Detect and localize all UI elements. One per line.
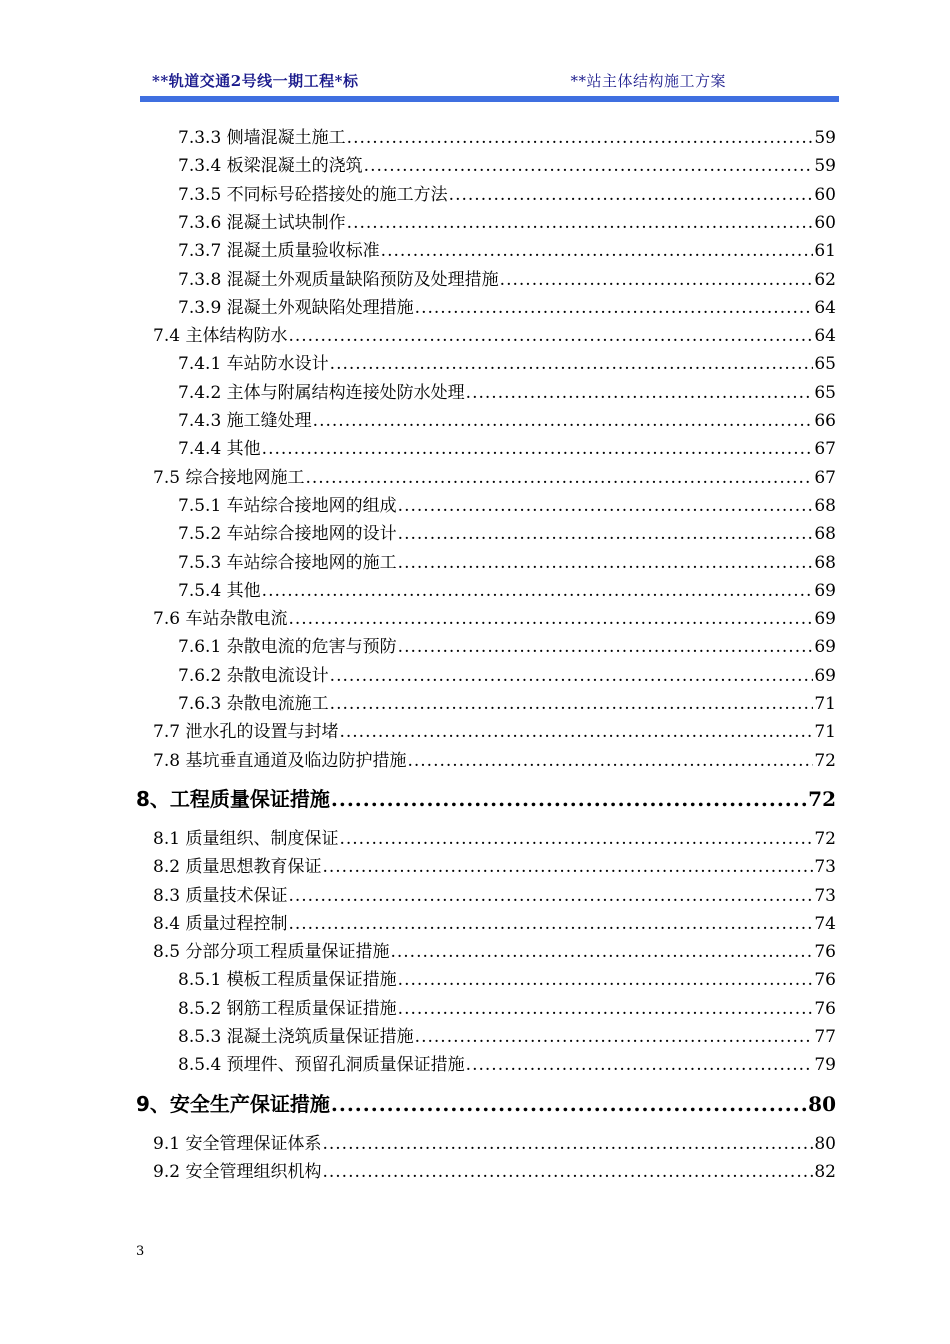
toc-entry-label: 7.5.4 其他 [178, 580, 261, 601]
header-project-title: **轨道交通2号线一期工程*标 [152, 72, 359, 90]
toc-entry-label: 7.8 基坑垂直通道及临边防护措施 [153, 750, 407, 771]
toc-entry-page: 69 [814, 665, 836, 686]
toc-entry-page: 82 [814, 1161, 836, 1182]
page-header [140, 70, 840, 92]
toc-entry-label: 7.6.1 杂散电流的危害与预防 [178, 637, 397, 658]
toc-entry-page: 66 [814, 411, 836, 431]
toc-entry-label: 8.1 质量组织、制度保证 [153, 828, 339, 849]
toc-entry-page: 62 [814, 269, 836, 290]
toc-entry[interactable] [178, 297, 836, 319]
toc-entry-label: 7.5 综合接地网施工 [153, 467, 305, 488]
toc-entry-page: 80 [808, 1091, 836, 1116]
toc-dot-leader [339, 828, 813, 850]
toc-entry[interactable] [178, 636, 836, 658]
toc-entry[interactable] [178, 580, 836, 602]
toc-entry-page: 72 [808, 786, 836, 811]
toc-entry-label: 7.6 车站杂散电流 [153, 609, 288, 630]
toc-entry[interactable] [153, 885, 836, 907]
header-rule [140, 96, 839, 102]
toc-dot-leader [330, 693, 814, 715]
toc-entry[interactable] [153, 750, 836, 772]
toc-entry-label: 7.5.1 车站综合接地网的组成 [178, 495, 397, 516]
toc-entry-label: 7.4.3 施工缝处理 [178, 411, 312, 431]
toc-entry-page: 68 [814, 495, 836, 516]
toc-entry[interactable] [178, 155, 836, 177]
toc-entry-label: 9、安全生产保证措施 [136, 1091, 330, 1116]
toc-entry[interactable] [153, 1161, 836, 1183]
header-document-title: **站主体结构施工方案 [570, 72, 726, 90]
toc-entry-label: 7.6.2 杂散电流设计 [178, 665, 329, 686]
toc-entry-page: 68 [814, 552, 836, 573]
toc-dot-leader [330, 353, 814, 375]
toc-dot-leader [398, 552, 814, 574]
toc-entry-label: 8.4 质量过程控制 [153, 913, 288, 934]
toc-dot-leader [398, 998, 814, 1020]
toc-entry-label: 7.4.2 主体与附属结构连接处防水处理 [178, 382, 465, 403]
toc-entry[interactable] [178, 552, 836, 574]
toc-entry-label: 8.5.2 钢筋工程质量保证措施 [178, 998, 397, 1019]
toc-dot-leader [398, 969, 814, 991]
toc-entry-label: 7.3.4 板梁混凝土的浇筑 [178, 156, 363, 177]
toc-dot-leader [305, 467, 813, 489]
toc-entry-page: 71 [814, 722, 836, 743]
toc-dot-leader [500, 269, 814, 291]
toc-dot-leader [262, 580, 814, 602]
toc-entry-page: 59 [814, 156, 836, 177]
toc-entry[interactable] [136, 1091, 836, 1117]
toc-entry[interactable] [178, 269, 836, 291]
toc-dot-leader [322, 856, 813, 878]
toc-entry-label: 8、工程质量保证措施 [136, 786, 330, 811]
toc-entry[interactable] [153, 1133, 836, 1155]
toc-entry-page: 61 [814, 241, 836, 262]
toc-entry-page: 76 [814, 998, 836, 1019]
toc-entry-page: 67 [814, 467, 836, 488]
toc-dot-leader [347, 212, 814, 234]
toc-dot-leader [398, 495, 814, 517]
toc-entry-page: 77 [814, 1027, 836, 1047]
toc-dot-leader [330, 665, 814, 687]
toc-dot-leader [415, 297, 814, 319]
toc-entry[interactable] [178, 184, 836, 206]
toc-entry-page: 69 [814, 637, 836, 658]
toc-dot-leader [288, 913, 813, 935]
toc-dot-leader [262, 438, 814, 460]
toc-entry-label: 7.7 泄水孔的设置与封堵 [153, 722, 339, 743]
page-number: 3 [136, 1244, 145, 1259]
toc-entry-page: 64 [814, 297, 836, 318]
toc-dot-leader [390, 941, 813, 963]
toc-entry-label: 9.2 安全管理组织机构 [153, 1161, 322, 1182]
toc-entry-label: 7.5.2 车站综合接地网的设计 [178, 524, 397, 545]
toc-entry[interactable] [153, 325, 836, 347]
toc-entry-page: 76 [814, 942, 836, 963]
toc-entry-page: 68 [814, 524, 836, 545]
toc-entry-page: 64 [814, 326, 836, 347]
toc-entry-label: 7.3.7 混凝土质量验收标准 [178, 241, 380, 262]
toc-entry[interactable] [178, 495, 836, 517]
toc-entry-page: 73 [814, 857, 836, 878]
toc-dot-leader [364, 155, 814, 177]
toc-entry-page: 79 [814, 1055, 836, 1076]
toc-entry[interactable] [178, 353, 836, 375]
toc-entry[interactable] [178, 1054, 836, 1076]
toc-entry-label: 8.5.3 混凝土浇筑质量保证措施 [178, 1027, 414, 1047]
toc-entry-label: 7.3.8 混凝土外观质量缺陷预防及处理措施 [178, 269, 499, 290]
toc-entry-label: 7.5.3 车站综合接地网的施工 [178, 552, 397, 573]
toc-dot-leader [407, 750, 813, 772]
toc-entry-label: 7.6.3 杂散电流施工 [178, 694, 329, 714]
toc-entry[interactable] [153, 467, 836, 489]
toc-entry-page: 65 [814, 354, 836, 375]
toc-entry-page: 67 [814, 439, 836, 460]
toc-dot-leader [331, 1091, 807, 1117]
toc-entry[interactable] [178, 693, 836, 715]
toc-dot-leader [347, 127, 814, 149]
toc-entry[interactable] [178, 969, 836, 991]
toc-dot-leader [466, 1054, 814, 1076]
toc-entry-page: 76 [814, 970, 836, 991]
toc-entry[interactable] [178, 240, 836, 262]
toc-dot-leader [288, 608, 813, 630]
toc-entry-label: 7.3.6 混凝土试块制作 [178, 212, 346, 233]
toc-entry-label: 8.2 质量思想教育保证 [153, 857, 322, 878]
toc-entry-page: 71 [814, 694, 836, 714]
toc-entry-page: 72 [814, 750, 836, 771]
toc-entry-label: 8.5.4 预埋件、预留孔洞质量保证措施 [178, 1055, 465, 1076]
toc-entry[interactable] [178, 998, 836, 1020]
toc-entry-label: 8.5.1 模板工程质量保证措施 [178, 970, 397, 991]
toc-entry-label: 7.3.5 不同标号砼搭接处的施工方法 [178, 184, 448, 205]
toc-dot-leader [288, 885, 813, 907]
toc-dot-leader [466, 382, 814, 404]
toc-entry[interactable] [153, 608, 836, 630]
toc-entry-page: 73 [814, 885, 836, 906]
toc-entry-page: 60 [814, 184, 836, 205]
toc-entry[interactable] [153, 913, 836, 935]
toc-entry-label: 7.4.1 车站防水设计 [178, 354, 329, 375]
toc-entry-page: 72 [814, 828, 836, 849]
toc-dot-leader [381, 240, 814, 262]
toc-entry-label: 7.3.9 混凝土外观缺陷处理措施 [178, 297, 414, 318]
toc-dot-leader [449, 184, 814, 206]
toc-entry-page: 65 [814, 382, 836, 403]
toc-entry-label: 7.3.3 侧墙混凝土施工 [178, 128, 346, 148]
toc-entry-label: 8.5 分部分项工程质量保证措施 [153, 942, 390, 963]
toc-entry[interactable] [153, 941, 836, 963]
toc-entry[interactable] [178, 382, 836, 404]
toc-dot-leader [313, 410, 814, 432]
toc-dot-leader [339, 721, 813, 743]
toc-entry[interactable] [178, 523, 836, 545]
toc-entry[interactable] [178, 212, 836, 234]
toc-entry-page: 80 [814, 1133, 836, 1154]
toc-entry[interactable] [153, 721, 836, 743]
toc-entry-page: 69 [814, 580, 836, 601]
toc-entry-page: 74 [814, 913, 836, 934]
toc-dot-leader [398, 523, 814, 545]
toc-dot-leader [322, 1161, 813, 1183]
toc-entry-page: 69 [814, 609, 836, 630]
toc-dot-leader [398, 636, 814, 658]
toc-entry[interactable] [178, 1026, 836, 1048]
toc-entry-label: 9.1 安全管理保证体系 [153, 1133, 322, 1154]
toc-entry[interactable] [178, 127, 836, 149]
toc-entry[interactable] [153, 856, 836, 878]
toc-entry[interactable] [153, 828, 836, 850]
toc-dot-leader [322, 1133, 813, 1155]
toc-dot-leader [288, 325, 813, 347]
toc-entry-page: 59 [814, 128, 836, 148]
toc-entry-page: 60 [814, 212, 836, 233]
toc-entry[interactable] [178, 410, 836, 432]
toc-entry-label: 7.4.4 其他 [178, 439, 261, 460]
toc-entry[interactable] [178, 665, 836, 687]
toc-entry-label: 7.4 主体结构防水 [153, 326, 288, 347]
toc-dot-leader [415, 1026, 814, 1048]
toc-entry[interactable] [136, 786, 836, 812]
toc-entry[interactable] [178, 438, 836, 460]
toc-dot-leader [331, 786, 807, 812]
toc-entry-label: 8.3 质量技术保证 [153, 885, 288, 906]
